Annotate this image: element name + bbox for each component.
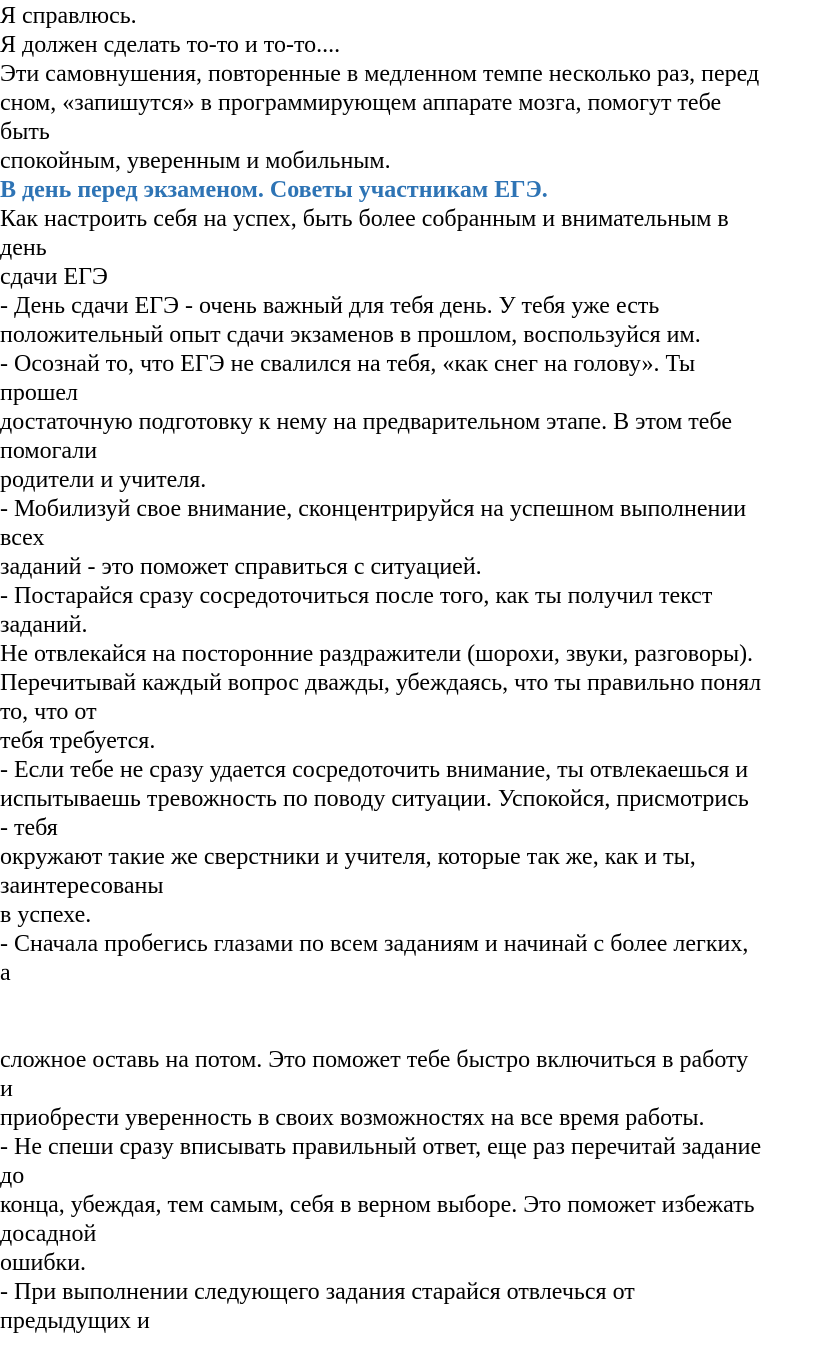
text-line: Я должен сделать то-то и то-то.... bbox=[0, 32, 341, 58]
text-line: - Мобилизуй свое внимание, сконцентрируйся на успешном выполнении bbox=[0, 496, 747, 522]
text-line: родители и учителя. bbox=[0, 467, 207, 493]
text-line: Перечитывай каждый вопрос дважды, убеждаясь, что ты правильно понял bbox=[0, 670, 762, 696]
section-heading: В день перед экзаменом. Советы участникам ЕГЭ. bbox=[0, 177, 548, 203]
text-line: Как настроить себя на успех, быть более собранным и внимательным в bbox=[0, 206, 729, 232]
text-line: Эти самовнушения, повторенные в медленном темпе несколько раз, перед bbox=[0, 61, 760, 87]
text-line: день bbox=[0, 235, 47, 261]
text-line: сдачи ЕГЭ bbox=[0, 264, 108, 290]
text-line: конца, убеждая, тем самым, себя в верном выборе. Это поможет избежать bbox=[0, 1192, 755, 1218]
text-line: то, что от bbox=[0, 699, 97, 725]
text-line: - тебя bbox=[0, 815, 58, 841]
text-line: в успехе. bbox=[0, 902, 92, 928]
text-line: - При выполнении следующего задания старайся отвлечься от bbox=[0, 1279, 635, 1305]
text-line: Я справлюсь. bbox=[0, 3, 137, 29]
text-line: тебя требуется. bbox=[0, 728, 156, 754]
text-line: всех bbox=[0, 525, 45, 551]
text-line: - Если тебе не сразу удается сосредоточить внимание, ты отвлекаешься и bbox=[0, 757, 749, 783]
text-line: испытываешь тревожность по поводу ситуации. Успокойся, присмотрись bbox=[0, 786, 749, 812]
text-line: сложное оставь на потом. Это поможет тебе быстро включиться в работу bbox=[0, 1047, 749, 1073]
text-line: достаточную подготовку к нему на предварительном этапе. В этом тебе bbox=[0, 409, 732, 435]
text-line: спокойным, уверенным и мобильным. bbox=[0, 148, 391, 174]
text-line: - Сначала пробегись глазами по всем заданиям и начинай с более легких, bbox=[0, 931, 749, 957]
text-line: быть bbox=[0, 119, 50, 145]
text-line: заинтересованы bbox=[0, 873, 164, 899]
text-line: заданий - это поможет справиться с ситуацией. bbox=[0, 554, 482, 580]
text-line: сном, «запишутся» в программирующем аппарате мозга, помогут тебе bbox=[0, 90, 722, 116]
text-line: предыдущих и bbox=[0, 1308, 150, 1334]
text-line: ошибки. bbox=[0, 1250, 87, 1276]
text-line: - Постарайся сразу сосредоточиться после того, как ты получил текст bbox=[0, 583, 713, 609]
text-line: приобрести уверенность в своих возможностях на все время работы. bbox=[0, 1105, 705, 1131]
text-line: прошел bbox=[0, 380, 78, 406]
text-line: - Осознай то, что ЕГЭ не свалился на тебя, «как снег на голову». Ты bbox=[0, 351, 696, 377]
text-line: - День сдачи ЕГЭ - очень важный для тебя день. У тебя уже есть bbox=[0, 293, 660, 319]
text-line: - Не спеши сразу вписывать правильный ответ, еще раз перечитай задание bbox=[0, 1134, 762, 1160]
text-line: помогали bbox=[0, 438, 98, 464]
text-line: досадной bbox=[0, 1221, 97, 1247]
text-line: до bbox=[0, 1163, 25, 1189]
text-line: заданий. bbox=[0, 612, 88, 638]
text-line: окружают такие же сверстники и учителя, которые так же, как и ты, bbox=[0, 844, 696, 870]
text-line: положительный опыт сдачи экзаменов в прошлом, воспользуйся им. bbox=[0, 322, 701, 348]
text-line: а bbox=[0, 960, 11, 986]
text-line: и bbox=[0, 1076, 13, 1102]
text-line: Не отвлекайся на посторонние раздражители (шорохи, звуки, разговоры). bbox=[0, 641, 754, 667]
